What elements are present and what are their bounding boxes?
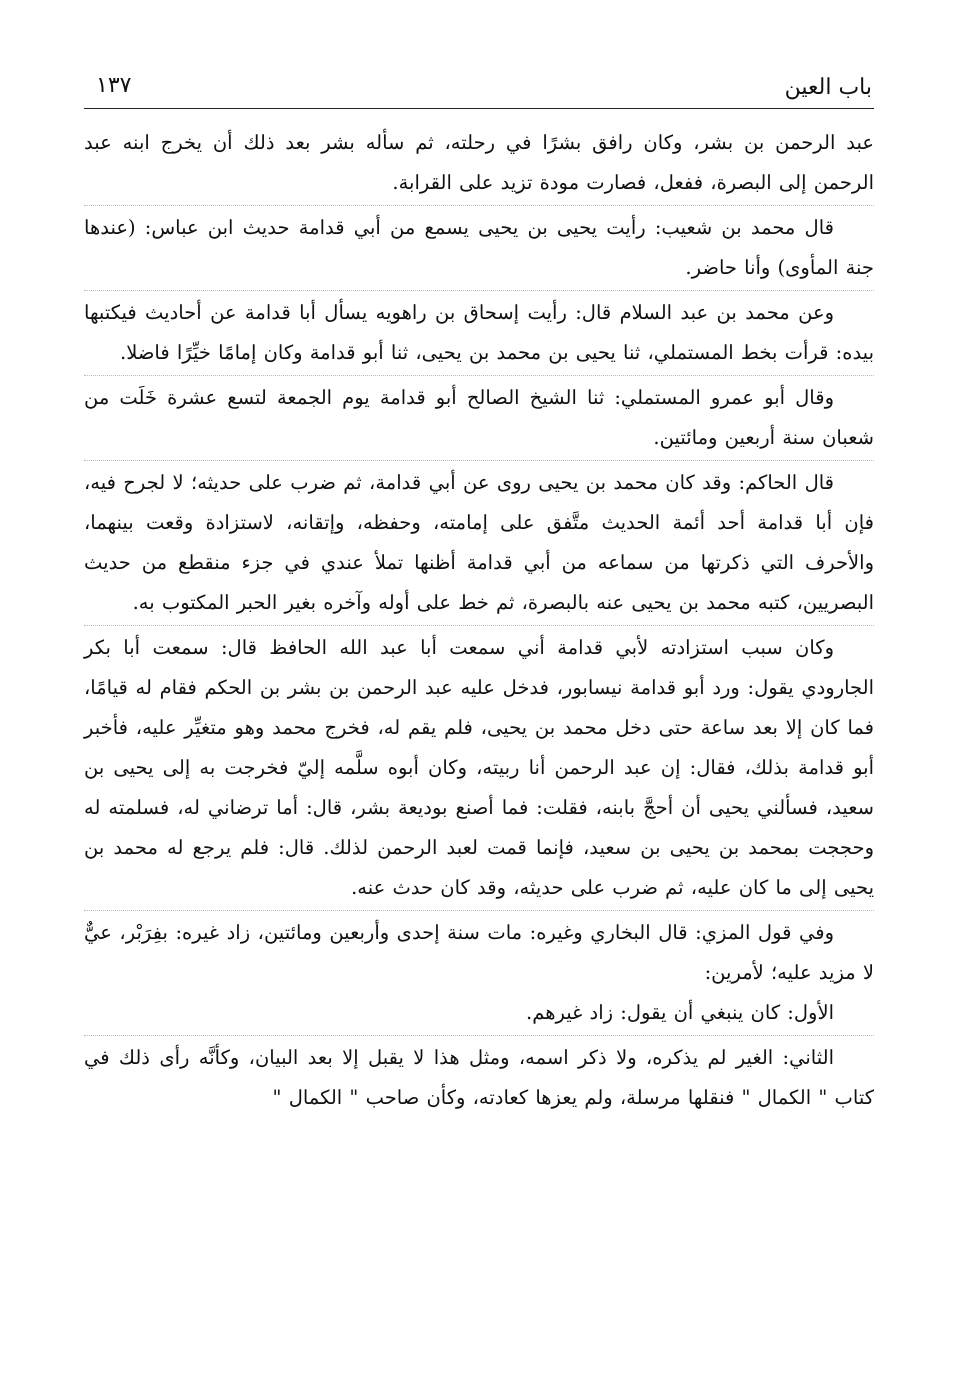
paragraph: وكان سبب استزادته لأبي قدامة أني سمعت أبا عبد الله الحافظ قال: سمعت أبا بكر الجارودي يقول: ورد أبو قدامة نيسابور، فدخل عليه عبد الرحمن بن بشر بن الحكم فقام له قيامًا، فما كان إلا بعد ساعة حتى دخل محمد بن يحيى، فلم يقم له، فخرج محمد وهو متغيِّر عليه، فأخبر أبو قدامة بذلك، فقال: إن عبد الرحمن أنا ربيته، وكان أبوه سلَّمه إليّ فخرجت به إلى يحيى بن سعيد، فسألني يحيى أن أحجَّ بابنه، فقلت: فما أصنع بوديعة بشر، قال: أما ترضاني له، فسلمته له وحججت بمحمد بن يحيى بن سعيد، فإنما قمت لعبد الرحمن لذلك. قال: فلم يرجع له محمد بن يحيى إلى ما كان عليه، ثم ضرب على حديثه، وقد كان حدث عنه. <box>84 636 874 899</box>
paragraph-divider <box>84 460 874 461</box>
chapter-title: باب العين <box>784 75 872 100</box>
paragraph: الثاني: الغير لم يذكره، ولا ذكر اسمه، ومثل هذا لا يقبل إلا بعد البيان، وكأنَّه رأى ذلك في كتاب " الكمال " فنقلها مرسلة، ولم يعزها كعادته، وكأن صاحب " الكمال " <box>84 1046 874 1109</box>
paragraph: قال محمد بن شعيب: رأيت يحيى بن يحيى يسمع من أبي قدامة حديث ابن عباس: (عندها جنة المأوى) وأنا حاضر. <box>84 216 874 279</box>
paragraph: الأول: كان ينبغي أن يقول: زاد غيرهم. <box>526 1001 834 1024</box>
paragraph: وفي قول المزي: قال البخاري وغيره: مات سنة إحدى وأربعين ومائتين، زاد غيره: بفِرَبْر، عيٌّ لا مزيد عليه؛ لأمرين: <box>84 921 874 984</box>
paragraph: وقال أبو عمرو المستملي: ثنا الشيخ الصالح أبو قدامة يوم الجمعة لتسع عشرة خَلَت من شعبان سنة أربعين ومائتين. <box>84 386 874 449</box>
paragraph-divider <box>84 910 874 911</box>
paragraph: قال الحاكم: وقد كان محمد بن يحيى روى عن أبي قدامة، ثم ضرب على حديثه؛ لا لجرح فيه، فإن أبا قدامة أحد أئمة الحديث متَّفق على إمامته، وحفظه، وإتقانه، لاستزادة وقعت بينهما، والأحرف التي ذكرتها من سماعه من أبي قدامة أظنها تملأ عندي في جزء منقطع من حديث البصريين، كتبه محمد بن يحيى عنه بالبصرة، ثم خط على أوله وآخره بغير الحبر المكتوب به. <box>84 471 874 614</box>
paragraph-divider <box>84 625 874 626</box>
page-header <box>84 62 874 109</box>
page-body <box>84 109 874 1118</box>
paragraph-divider <box>84 1035 874 1036</box>
paragraph-divider <box>84 290 874 291</box>
paragraph: عبد الرحمن بن بشر، وكان رافق بشرًا في رحلته، ثم سأله بشر بعد ذلك أن يخرج ابنه عبد الرحمن إلى البصرة، ففعل، فصارت مودة تزيد على القرابة. <box>84 131 874 194</box>
paragraph: وعن محمد بن عبد السلام قال: رأيت إسحاق بن راهويه يسأل أبا قدامة عن أحاديث فيكتبها بيده: قرأت بخط المستملي، ثنا يحيى بن محمد بن يحيى، ثنا أبو قدامة وكان إمامًا خيِّرًا فاضلا. <box>84 301 874 364</box>
paragraph-divider <box>84 205 874 206</box>
paragraph-divider <box>84 375 874 376</box>
page-number: ١٣٧ <box>96 73 132 98</box>
document-page <box>84 62 874 1312</box>
